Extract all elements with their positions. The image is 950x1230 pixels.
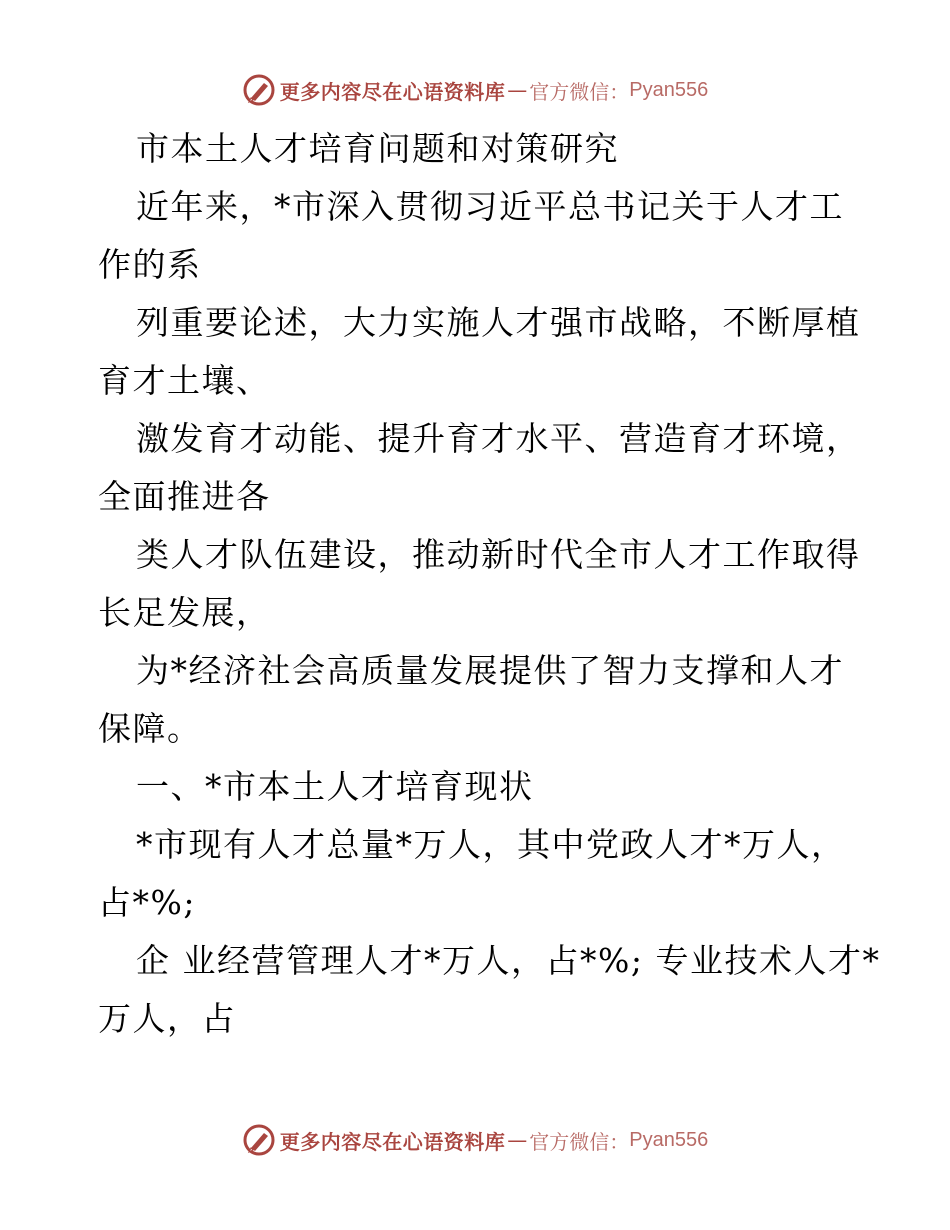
document-line: *市现有人才总量*万人，其中党政人才*万人， xyxy=(136,825,846,864)
header-wechat-id: Pyan556 xyxy=(629,78,709,101)
document-line: 一、*市本土人才培育现状 xyxy=(136,767,534,806)
header-banner-separator: — xyxy=(507,78,528,102)
document-line: 市本土人才培育问题和对策研究 xyxy=(136,129,619,168)
header-banner-text: 更多内容尽在心语资料库 xyxy=(279,79,506,104)
footer-banner-separator: — xyxy=(507,1128,528,1152)
document-line: 企 业经营管理人才*万人，占*%; 专业技术人才* xyxy=(136,941,881,980)
document-body xyxy=(98,120,881,1048)
document-line: 类人才队伍建设，推动新时代全市人才工作取得 xyxy=(136,535,861,574)
header-banner xyxy=(0,68,950,112)
pen-logo-icon xyxy=(242,73,276,107)
footer-wechat-label: 官方微信： xyxy=(529,1129,630,1154)
document-line: 激发育才动能、提升育才水平、营造育才环境， xyxy=(136,419,861,458)
pen-logo-icon xyxy=(242,1123,276,1157)
document-line: 育才土壤、 xyxy=(98,361,271,400)
document-line: 近年来，*市深入贯彻习近平总书记关于人才工 xyxy=(136,187,844,226)
header-wechat-label: 官方微信： xyxy=(529,79,630,104)
document-line: 作的系 xyxy=(98,245,202,284)
document-line: 占*%; xyxy=(98,883,196,922)
document-line: 列重要论述，大力实施人才强市战略，不断厚植 xyxy=(136,303,861,342)
footer-wechat-id: Pyan556 xyxy=(629,1128,709,1151)
footer-banner xyxy=(0,1118,950,1162)
document-line: 全面推进各 xyxy=(98,477,271,516)
document-line: 长足发展， xyxy=(98,593,271,632)
document-line: 保障。 xyxy=(98,709,202,748)
footer-banner-text: 更多内容尽在心语资料库 xyxy=(279,1129,506,1154)
document-line: 万人，占 xyxy=(98,999,236,1038)
document-line: 为*经济社会高质量发展提供了智力支撑和人才 xyxy=(136,651,844,690)
